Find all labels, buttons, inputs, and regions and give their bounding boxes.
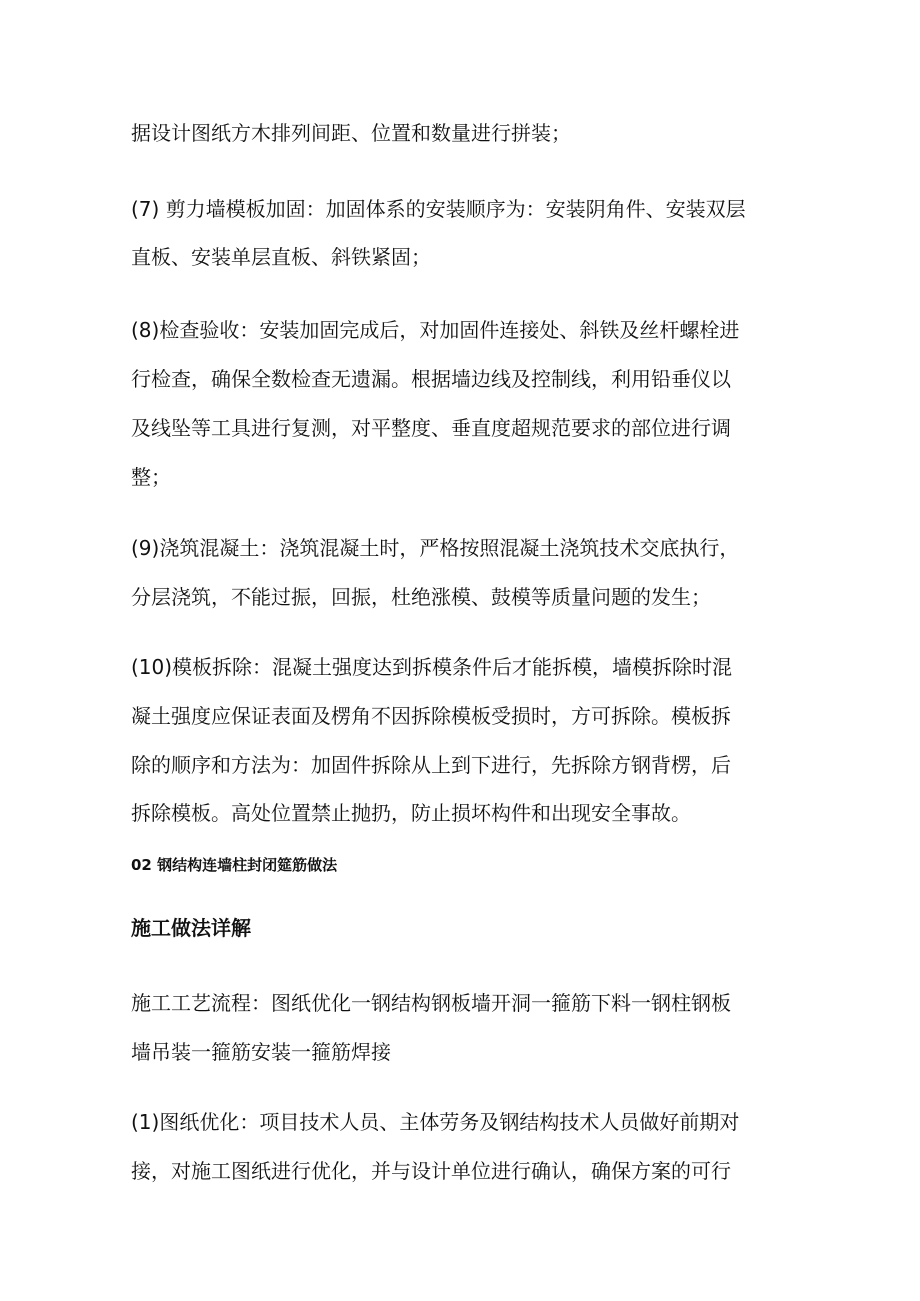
subheading: 02 钢结构连墙柱封闭筵筋做法: [131, 856, 338, 874]
paragraph-line: 接，对施工图纸进行优化，并与设计单位进行确认，确保方案的可行: [131, 1159, 731, 1183]
paragraph-line: (8)检查验收：安装加固完成后，对加固件连接处、斜铁及丝杆螺栓进: [131, 318, 740, 342]
paragraph-line: (10)模板拆除：混凝土强度达到拆模条件后才能拆模，墙模拆除时混: [131, 655, 733, 679]
paragraph-line: (7) 剪力墙模板加固：加固体系的安装顺序为：安装阴角件、安装双层: [131, 197, 746, 221]
section-title: 施工做法详解: [131, 916, 251, 940]
paragraph-line: 除的顺序和方法为：加固件拆除从上到下进行，先拆除方钢背楞，后: [131, 753, 731, 777]
paragraph-line: 墙吊装一箍筋安装一箍筋焊接: [131, 1040, 391, 1064]
paragraph-line: 直板、安装单层直板、斜铁紧固；: [131, 245, 431, 269]
paragraph-line: 分层浇筑，不能过振，回振，杜绝涨模、鼓模等质量问题的发生；: [131, 585, 711, 609]
paragraph-line: 及线坠等工具进行复测，对平整度、垂直度超规范要求的部位进行调: [131, 416, 731, 440]
paragraph-line: 凝土强度应保证表面及楞角不因拆除模板受损时，方可拆除。模板拆: [131, 704, 731, 728]
paragraph-line: 行检查，确保全数检查无遗漏。根据墙边线及控制线，利用铅垂仪以: [131, 367, 731, 391]
paragraph-line: 据设计图纸方木排列间距、位置和数量进行拼装；: [131, 121, 571, 145]
paragraph-line: 拆除模板。高处位置禁止抛扔，防止损坏构件和出现安全事故。: [131, 801, 691, 825]
paragraph-line: 施工工艺流程：图纸优化一钢结构钢板墙开洞一箍筋下料一钢柱钢板: [131, 991, 731, 1015]
paragraph-line: (9)浇筑混凝土：浇筑混凝土时，严格按照混凝土浇筑技术交底执行，: [131, 536, 740, 560]
paragraph-line: 整；: [131, 465, 171, 489]
paragraph-line: (1)图纸优化：项目技术人员、主体劳务及钢结构技术人员做好前期对: [131, 1110, 740, 1134]
